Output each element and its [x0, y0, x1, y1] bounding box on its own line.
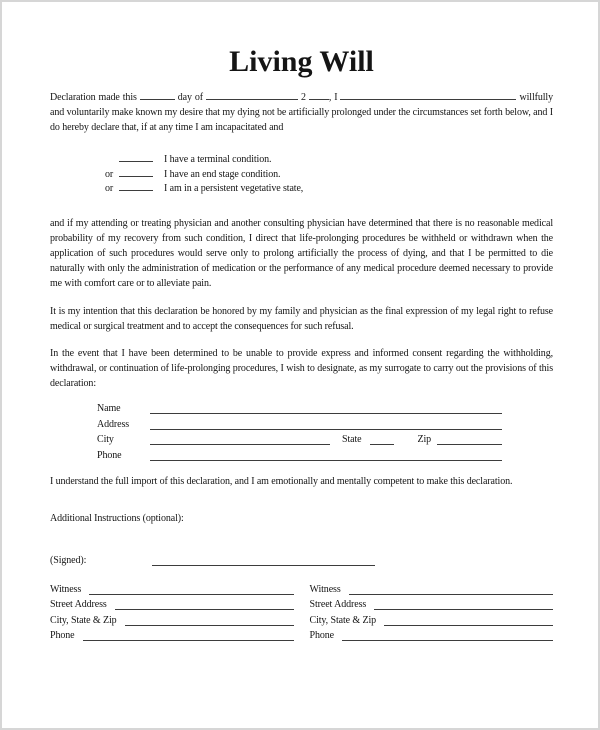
surrogate-phone-row [97, 447, 502, 463]
conditions-list [105, 152, 553, 196]
state-label: State [342, 434, 362, 445]
condition-row-end-stage [105, 167, 553, 182]
page-title: Living Will [229, 45, 374, 78]
surrogate-paragraph: In the event that I have been determined to be unable to provide express and informed consent regarding the withholding, withdrawal, or continuation of life-prolonging procedures, I wish to designate, as my surrogate to carry out the provisions of this declaration: [50, 347, 553, 389]
witness-name-row [310, 581, 554, 597]
condition-row-terminal [105, 152, 553, 167]
witness-label: Witness [50, 583, 82, 595]
month-blank-line [206, 91, 298, 100]
declaration-paragraph [50, 90, 553, 135]
city-label: City [97, 434, 114, 445]
street-address-blank-line [374, 609, 553, 610]
witness-label: Witness [309, 583, 341, 595]
surrogate-city-state-zip-row [97, 432, 502, 448]
witness-section [50, 581, 553, 643]
name-blank-line [150, 413, 502, 414]
street-address-label: Street Address [309, 599, 367, 610]
address-blank-line [150, 429, 502, 430]
intention-paragraph: It is my intention that this declaration be honored by my family and physician as the final expression of my legal right to refuse medical or surgical treatment and to accept the consequences for such refusal. [50, 305, 553, 332]
street-address-label: Street Address [50, 599, 107, 610]
city-state-zip-label: City, State & Zip [309, 614, 377, 626]
phone-blank-line [83, 640, 294, 641]
witness-street-row [50, 597, 294, 613]
name-label: Name [97, 403, 121, 414]
state-blank-line [370, 444, 394, 445]
declaration-rest-text: willfully and voluntarily make known my desire that my dying not be artificially prolonged under the circumstances set forth below, and I do hereby declare that, if at any time I am incapacitated and [50, 92, 554, 133]
witness-blank-line [89, 594, 293, 595]
additional-instructions-label: Additional Instructions (optional): [50, 512, 184, 524]
condition-blank-line [119, 182, 153, 191]
condition-prefix: or [105, 168, 114, 180]
phone-blank-line [342, 640, 553, 641]
signature-blank-line [152, 565, 375, 566]
phone-label: Phone [309, 630, 335, 641]
signed-row [50, 553, 553, 569]
declarant-name-blank-line [340, 91, 516, 100]
city-blank-line [150, 444, 330, 445]
witness-phone-row [50, 628, 294, 644]
zip-blank-line [437, 444, 502, 445]
year-prefix-text: 2 [301, 92, 306, 103]
day-blank-line [140, 91, 175, 100]
surrogate-name-row [97, 401, 502, 417]
declarant-intro-text: , I [328, 92, 338, 103]
address-label: Address [97, 418, 130, 430]
phone-blank-line [150, 460, 502, 461]
condition-text: I am in a persistent vegetative state, [164, 183, 304, 194]
condition-text: I have a terminal condition. [164, 154, 272, 165]
city-state-zip-label: City, State & Zip [50, 614, 117, 626]
condition-text: I have an end stage condition. [164, 168, 281, 180]
year-blank-line [309, 91, 329, 100]
witness-city-row [50, 612, 294, 628]
city-state-zip-blank-line [125, 625, 294, 626]
declaration-made-text: Declaration made this [50, 92, 137, 103]
surrogate-fields [97, 401, 502, 463]
condition-prefix: or [105, 183, 114, 194]
witness-street-row [310, 597, 554, 613]
witness-phone-row [310, 628, 554, 644]
determination-paragraph: and if my attending or treating physician and another consulting physician have determined that there is no reasonable medical probability of my recovery from such condition, I direct that life-prolonging procedures be withheld or withdrawn when the application of such procedures would serve only to prolong artificially the process of dying, and that I be permitted to die naturally with only the administration of medication or the performance of any medical procedure deemed necessary to provide me with comfort care or to alleviate pain. [50, 217, 553, 289]
signed-label: (Signed): [50, 555, 87, 566]
surrogate-address-row [97, 416, 502, 432]
witness-blank-line [349, 594, 553, 595]
day-of-text: day of [177, 92, 204, 103]
street-address-blank-line [115, 609, 294, 610]
competence-paragraph: I understand the full import of this declaration, and I am emotionally and mentally competent to make this declaration. [50, 475, 513, 487]
witness-name-row [50, 581, 294, 597]
condition-blank-line [119, 153, 153, 162]
phone-label: Phone [50, 630, 75, 641]
witness-column-left [50, 581, 294, 643]
witness-city-row [310, 612, 554, 628]
witness-column-right [310, 581, 554, 643]
city-state-zip-blank-line [384, 625, 553, 626]
zip-label: Zip [417, 434, 432, 445]
condition-row-vegetative [105, 181, 553, 196]
condition-blank-line [119, 168, 153, 177]
phone-label: Phone [97, 449, 122, 461]
